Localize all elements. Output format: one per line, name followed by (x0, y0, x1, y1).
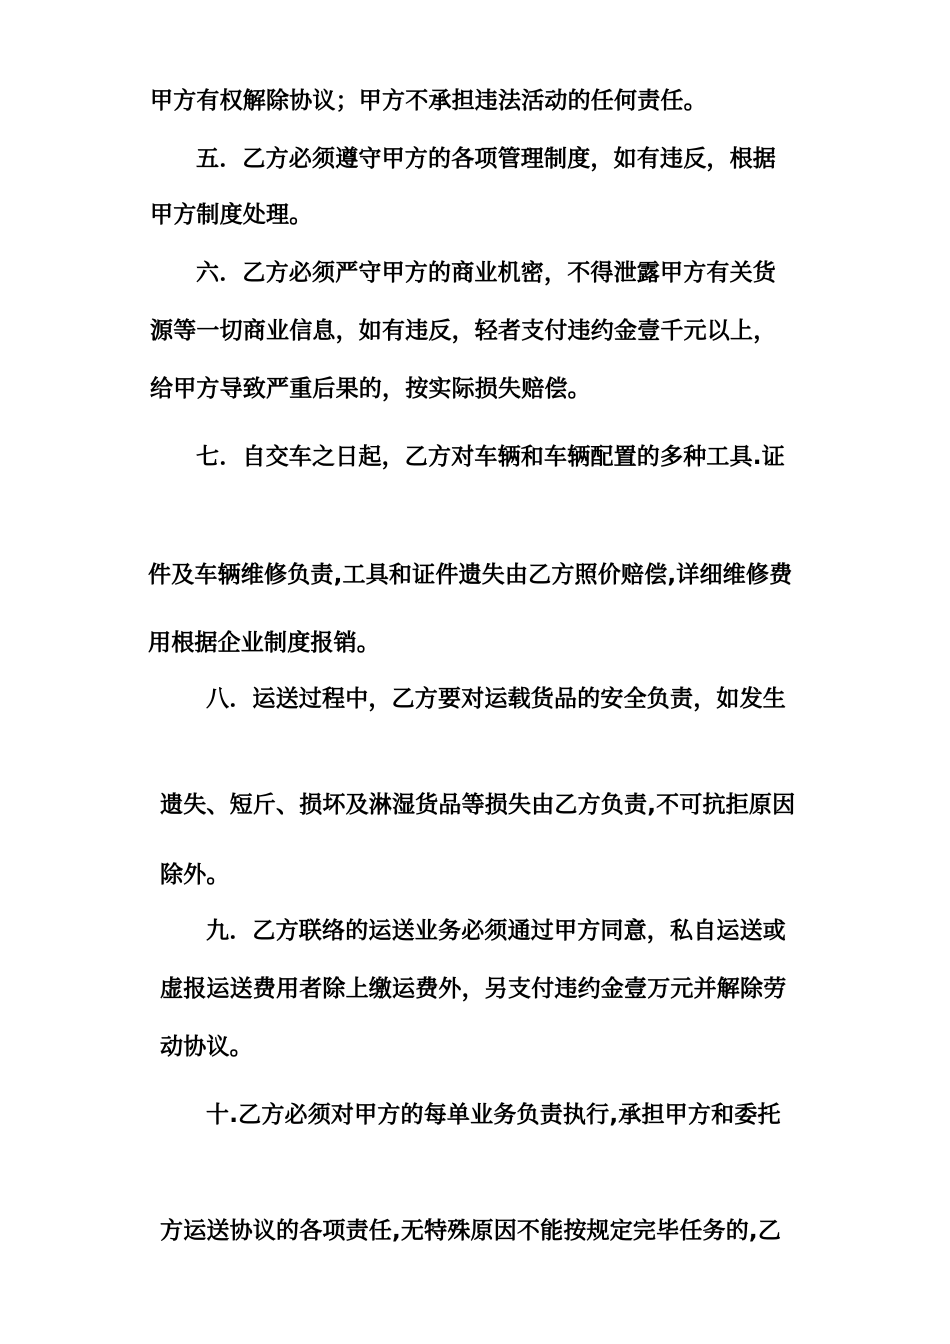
paragraph-line-11: 遗失、短斤、损坏及淋湿货品等损失由乙方负责,不可抗拒原因 (160, 792, 796, 818)
paragraph-line-6: 给甲方导致严重后果的，按实际损失赔偿。 (150, 376, 591, 402)
paragraph-line-2: 五．乙方必须遵守甲方的各项管理制度，如有违反，根据 (196, 146, 776, 172)
paragraph-line-8: 件及车辆维修负责,工具和证件遗失由乙方照价赔偿,详细维修费 (148, 562, 793, 588)
paragraph-line-10: 八．运送过程中，乙方要对运载货品的安全负责，如发生 (206, 686, 786, 712)
paragraph-line-1: 甲方有权解除协议；甲方不承担违法活动的任何责任。 (150, 88, 707, 114)
paragraph-line-16: 十.乙方必须对甲方的每单业务负责执行,承担甲方和委托 (206, 1102, 781, 1128)
paragraph-line-15: 动协议。 (160, 1034, 253, 1060)
paragraph-line-7: 七．自交车之日起，乙方对车辆和车辆配置的多种工具.证 (196, 444, 785, 470)
paragraph-line-3: 甲方制度处理。 (150, 202, 313, 228)
paragraph-line-12: 除外。 (160, 862, 230, 888)
paragraph-line-14: 虚报运送费用者除上缴运费外，另支付违约金壹万元并解除劳 (160, 976, 787, 1002)
paragraph-line-9: 用根据企业制度报销。 (148, 630, 380, 656)
paragraph-line-13: 九．乙方联络的运送业务必须通过甲方同意，私自运送或 (206, 918, 786, 944)
paragraph-line-17: 方运送协议的各项责任,无特殊原因不能按规定完毕任务的,乙 (160, 1218, 782, 1244)
paragraph-line-5: 源等一切商业信息，如有违反，轻者支付违约金壹千元以上， (150, 318, 777, 344)
paragraph-line-4: 六．乙方必须严守甲方的商业机密，不得泄露甲方有关货 (196, 260, 776, 286)
